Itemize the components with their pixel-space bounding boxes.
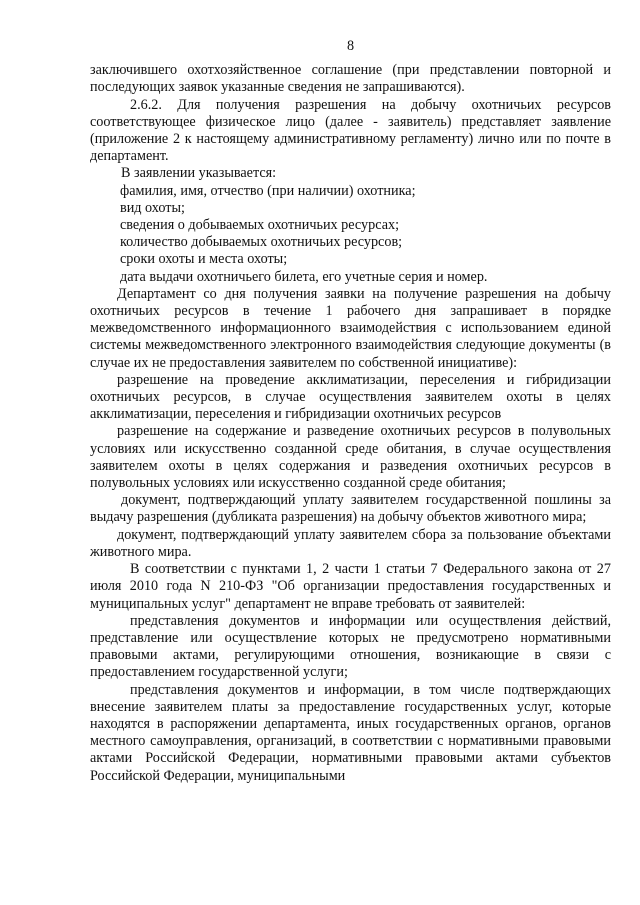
page-number: 8 [346,38,355,54]
list-item: сведения о добываемых охотничьих ресурсах; [120,217,400,234]
list-item: дата выдачи охотничьего билета, его учетные серия и номер. [120,268,488,285]
document-page [90,38,611,785]
paragraph: В соответствии с пунктами 1, 2 части 1 статьи 7 Федерального закона от 27 июля 2010 года N 210-ФЗ "Об организации предоставления государственных и муниципальных услуг" департамент не вправе требовать от заявителей: [90,561,611,612]
paragraph: Департамент со дня получения заявки на получение разрешения на добычу охотничьих ресурсов в течение 1 рабочего дня запрашивает в порядке межведомственного информационного взаимодействия с использованием единой системы межведомственного электронного взаимодействия следующие документы (в случае их не предоставления заявителем по собственной инициативе): [90,285,611,371]
paragraph: разрешение на проведение акклиматизации, переселения и гибридизации охотничьих ресурсов, в случае осуществления заявителем охоты в целях акклиматизации, переселения и гибридизации охотничьих ресурсов [90,371,611,423]
paragraph: заключившего охотхозяйственное соглашение (при представлении повторной и последующих заявок указанные сведения не запрашиваются). [90,62,611,96]
list-item: количество добываемых охотничьих ресурсов; [120,234,403,251]
paragraph: документ, подтверждающий уплату заявителем государственной пошлины за выдачу разрешения (дубликата разрешения) на добычу объектов животного мира; [90,492,611,526]
paragraph: представления документов и информации, в том числе подтверждающих внесение заявителем платы за предоставление государственных услуг, которые находятся в распоряжении департамента, иных государственных органов, органов местного самоуправления, организаций, в соответствии с нормативными правовыми актами Российской Федерации, нормативными правовыми актами субъектов Российской Федерации, муниципальными [90,681,611,784]
paragraph: разрешение на содержание и разведение охотничьих ресурсов в полувольных условиях или искусственно созданной среде обитания, в случае осуществления заявителем охоты в целях содержания и разведения охотничьих ресурсов в полувольных условиях или искусственно созданной среде обитания; [90,423,611,492]
list-item: сроки охоты и места охоты; [120,251,288,268]
paragraph: представления документов и информации или осуществления действий, представление или осуществление которых не предусмотрено нормативными правовыми актами, регулирующими отношения, возникающие в связи с предоставлением государственной услуги; [90,612,611,681]
list-item: фамилия, имя, отчество (при наличии) охотника; [120,182,416,199]
paragraph: 2.6.2. Для получения разрешения на добычу охотничьих ресурсов соответствующее физическое лицо (далее - заявитель) представляет заявление (приложение 2 к настоящему административному регламенту) лично или по почте в департамент. [90,96,611,165]
list-item: вид охоты; [120,199,185,216]
requirements-list [90,183,611,286]
list-intro: В заявлении указывается: [121,165,277,182]
paragraph: документ, подтверждающий уплату заявителем сбора за пользование объектами животного мира. [90,526,611,560]
